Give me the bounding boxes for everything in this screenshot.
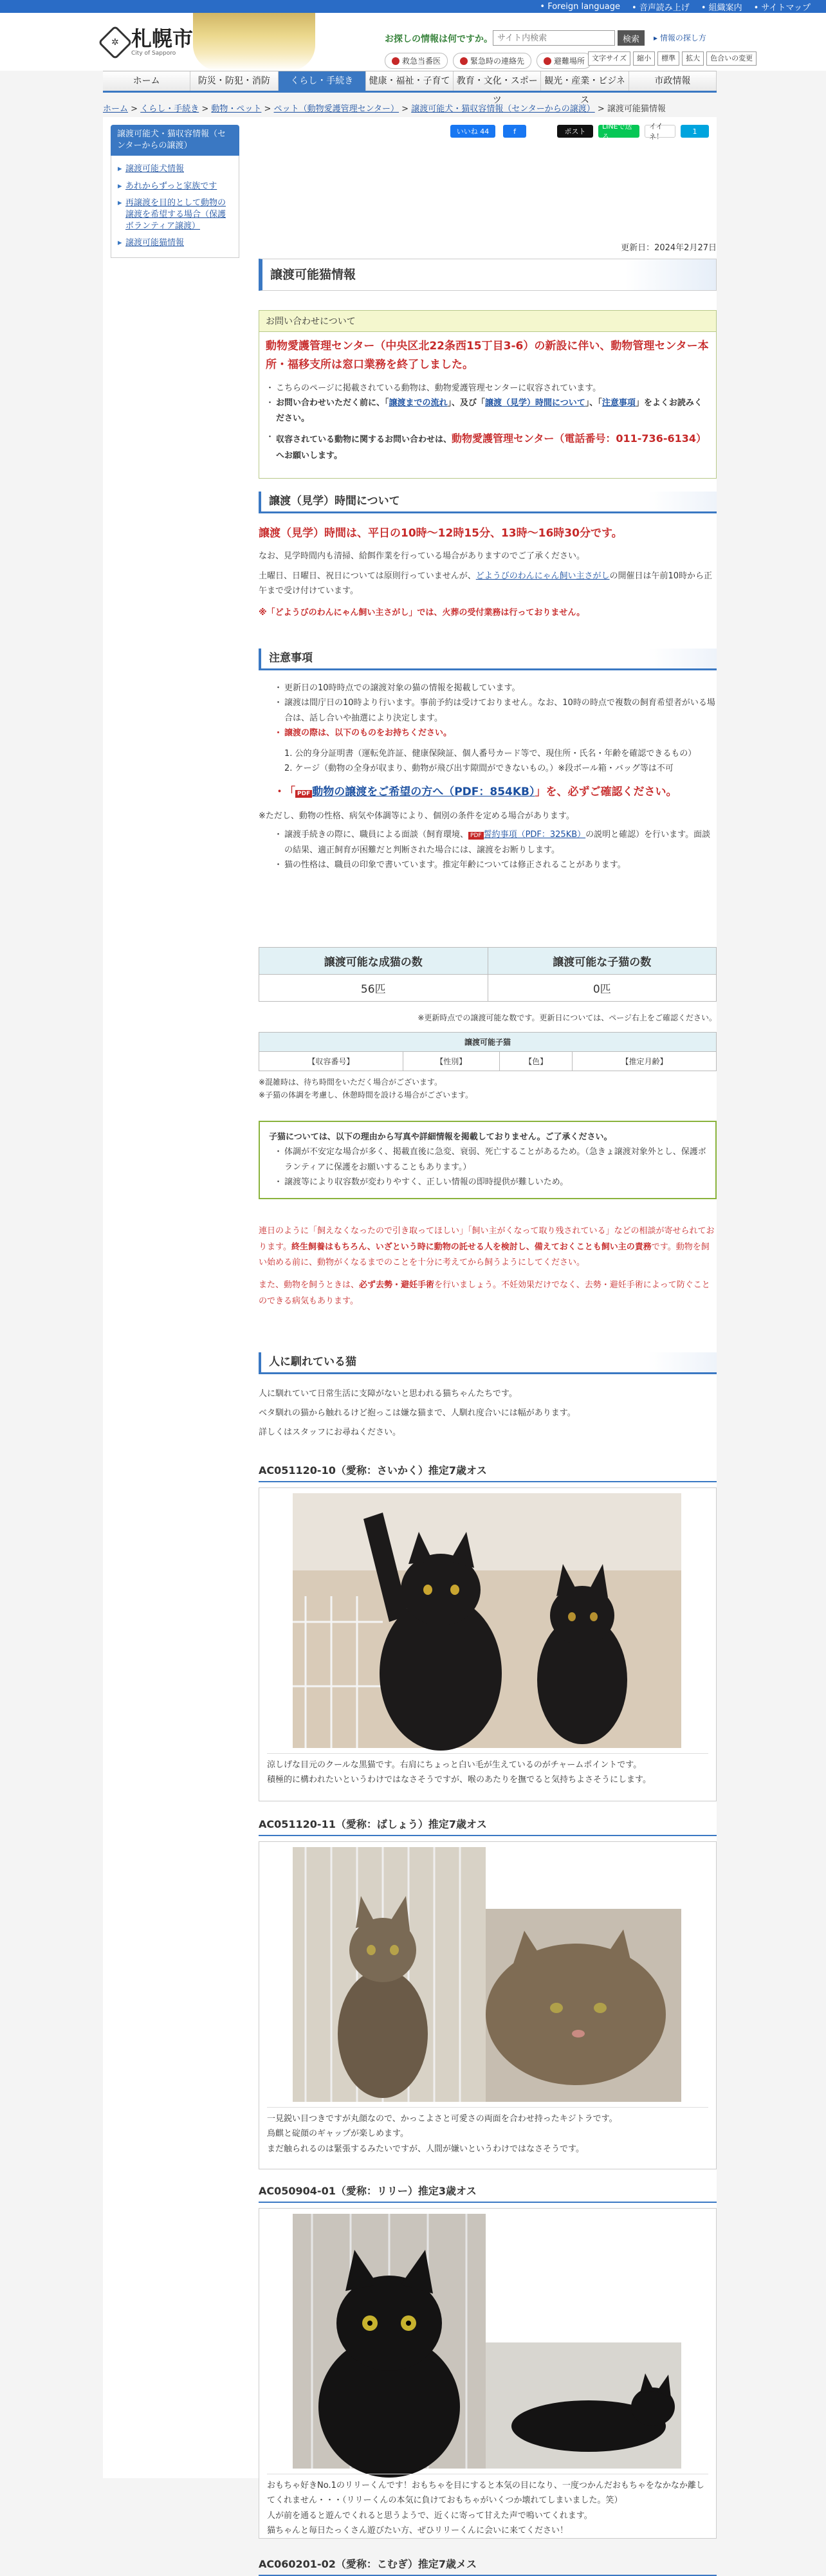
sidebar-item-volunteer[interactable]: ▸ 再譲渡を目的として動物の譲渡を希望する場合（保護ボランティア譲渡） (118, 195, 232, 235)
breadcrumb: ホーム > くらし・手続き > 動物・ペット > ペット（動物愛護管理センター） > 譲渡可能犬・猫収容情報（センターからの譲渡） > 譲渡可能猫情報 (103, 104, 666, 114)
site-header (0, 13, 826, 71)
notes-o1: 1. 公的身分証明書（運転免許証、健康保険証、個人番号カード等で、現住所・氏名・年齢を確認できるもの） (284, 748, 697, 759)
phone-icon (460, 57, 468, 65)
city-emblem-icon: ✲ (98, 25, 133, 60)
cat-3-title: AC050904-01（愛称：リリー）推定3歳オス (259, 2182, 717, 2203)
friendly-intro: 人に馴れていて日常生活に支障がないと思われる猫ちゃんたちです。 ベタ馴れの猫から触れるけど抱っこは嫌な猫まで、人馴れ度合いには幅があります。 詳しくはスタッフにお尋ねください。 (259, 1389, 576, 1437)
global-nav (103, 71, 717, 106)
bookmark-count[interactable]: 1 (681, 125, 709, 138)
crumb-pets[interactable]: 動物・ペット (211, 104, 262, 114)
font-size-label: 文字サイズ (588, 51, 630, 66)
nav-disaster[interactable]: 防災・防犯・消防 (190, 71, 278, 91)
sidebar-title[interactable]: 譲渡可能犬・猫収容情報（センターからの譲渡） (111, 125, 239, 156)
time-lead: 譲渡（見学）時間は、平日の10時～12時15分、13時～16時30分です。 (259, 527, 623, 540)
pledge-pdf-link[interactable]: 誓約事項（PDF：325KB） (483, 830, 586, 840)
kitten-table (259, 1032, 717, 1071)
content-area (103, 117, 717, 2570)
utility-bar (0, 0, 826, 13)
logo-sub: City of Sapporo (131, 50, 176, 57)
kitten-count-header: 譲渡可能な子猫の数 (488, 948, 717, 975)
kitten-info-box (259, 1121, 717, 1199)
time-p1: なお、見学時間内も清掃、給餌作業を行っている場合がありますのでご了承ください。 (259, 551, 585, 561)
nav-education[interactable]: 教育・文化・スポーツ (454, 71, 541, 91)
voice-reader-link[interactable]: • 音声読み上げ (632, 3, 690, 13)
crumb-home[interactable]: ホーム (103, 104, 129, 114)
cat-1-card (259, 1487, 717, 1801)
kitten-col-number: 【収容番号】 (259, 1052, 403, 1071)
facebook-share-icon[interactable]: f (503, 125, 526, 138)
kitten-count-value: 0匹 (488, 975, 717, 1002)
kitten-notes: ※混雑時は、待ち時間をいただく場合がございます。 ※子猫の体調を考慮し、休憩時間を設ける場合がございます。 (259, 1078, 473, 1100)
site-logo[interactable] (103, 28, 193, 57)
nav-living[interactable]: くらし・手続き (279, 71, 366, 91)
color-change-button[interactable]: 色合いの変更 (706, 51, 757, 66)
foreign-language-link[interactable]: • Foreign language (540, 1, 620, 12)
nav-health[interactable]: 健康・福祉・子育て (366, 71, 454, 91)
nav-city[interactable]: 市政情報 (629, 71, 717, 91)
font-shrink-button[interactable]: 縮小 (633, 51, 655, 66)
cat-2-title: AC051120-11（愛称：ばしょう）推定7歳オス (259, 1816, 717, 1836)
flow-link[interactable]: 譲渡までの流れ (389, 398, 448, 409)
cat-3-card (259, 2208, 717, 2539)
organization-link[interactable]: • 組織案内 (701, 3, 742, 13)
warning-text: 連日のように「飼えなくなったので引き取ってほしい」「飼い主がくなって取り残されている」などの相談が寄せられております。終生飼養はもちろん、いざという時に動物の託せる人を検討し、備えておくことも飼い主の責務です。動物を飼い始める前に、動物がくなるまでのことを十分に考えてから飼うようにしてください。 また、動物を飼うときは、必ず去勢・避妊手術を行いましょう。不妊効果だけでなく、去勢・避妊手術によって防ぐことのできる病気もあります。 (259, 1226, 715, 1306)
evacuation-button[interactable]: 避難場所 (537, 53, 592, 69)
medical-icon (392, 57, 399, 65)
line-share-button[interactable]: LINEで送る (598, 125, 639, 138)
adult-count-header: 譲渡可能な成猫の数 (259, 948, 488, 975)
emergency-contact-button[interactable]: 緊急時の連絡先 (453, 53, 531, 69)
contact-box (259, 310, 717, 479)
crumb-living[interactable]: くらし・手続き (140, 104, 199, 114)
search-input[interactable] (493, 30, 615, 46)
notes-b2: ・ 譲渡は間庁日の10時より行います。事前予約は受けておりません。なお、10時の時点で複数の飼育希望者がいる場合は、話し合いや抽選により決定します。 (274, 695, 717, 726)
time-link[interactable]: 譲渡（見学）時間について (485, 398, 585, 409)
updated-date: 更新日：2024年2月27日 (621, 243, 717, 253)
notes-b1: ・ 更新日の10時時点での譲渡対象の猫の情報を掲載しています。 (274, 681, 717, 695)
quick-links (385, 53, 592, 69)
sidebar (111, 125, 239, 258)
cat-3-caption: おもちゃ好きNo.1のリリーくんです！おもちゃを目にすると本気の目になり、一度つかんだおもちゃをなかなか離してくれません・・・（リリーくんの本気に負けておもちゃがいくつか壊れてしまいました。笑） 人が前を通ると遊んでくれると思うようで、近くに寄って甘えた声で鳴いてくれます。 猫ちゃんと毎日たっくさん遊びたい方、ぜひリリーくんに会いに来てください！ (267, 2474, 708, 2539)
sidebar-item-family[interactable]: ▸ あれからずっと家族です (118, 178, 232, 195)
kitten-col-sex: 【性別】 (403, 1052, 499, 1071)
facebook-like-button[interactable]: いいね 44 (450, 125, 495, 138)
box-b2: ・ 譲渡等により収容数が変わりやすく、正しい情報の即時提供が難しいため。 (274, 1175, 706, 1190)
sidebar-item-cats[interactable]: ▸ 譲渡可能猫情報 (118, 235, 232, 252)
contact-head: お問い合わせについて (259, 311, 716, 332)
nav-home[interactable]: ホーム (103, 71, 190, 91)
contact-bullet-2: ・ お問い合わせいただく前に、「譲渡までの流れ」、及び「譲渡（見学）時間について」、「注意事項」をよくお読みください。 (266, 396, 710, 426)
crumb-center[interactable]: ペット（動物愛護管理センター） (273, 104, 399, 114)
search-label: お探しの情報は何ですか。 (385, 34, 493, 44)
font-standard-button[interactable]: 標準 (657, 51, 679, 66)
time-heading: 譲渡（見学）時間について (259, 492, 717, 513)
saturday-link[interactable]: どようびのわんにゃん飼い主さがし (475, 571, 610, 581)
pdf-icon: PDF (295, 790, 312, 798)
contact-lead: 動物愛護管理センター（中央区北22条西15丁目3-6）の新設に伴い、動物管理センター本所・福移支所は窓口業務を終了しました。 (266, 340, 709, 371)
cat-3-photo (293, 2214, 681, 2469)
time-p2: 土曜日、日曜日、祝日については原則行っていませんが、どようびのわんにゃん飼い主さがしの開催日は午前10時から正午まで受け付けています。 (259, 571, 713, 596)
x-post-button[interactable]: ポスト (557, 125, 593, 138)
cat-1-photo (293, 1493, 681, 1748)
cat-2-caption: 一見鋭い目つきですが丸顔なので、かっこよさと可愛さの両面を合わせ持ったキジトラです。 鳥麒と碇顔のギャップが楽しめます。 まだ触られるのは緊張するみたいですが、人間が嫌いというわけではなさそうです。 (267, 2107, 708, 2157)
share-bar (259, 122, 717, 141)
font-enlarge-button[interactable]: 拡大 (682, 51, 704, 66)
accessibility-tools (588, 51, 757, 66)
count-table (259, 947, 717, 1002)
time-p3: ※「どようびのわんにゃん飼い主さがし」では、火葬の受付業務は行っておりません。 (259, 607, 585, 618)
logo-name: 札幌市 (131, 26, 194, 51)
notes-b3: ・ 譲渡の際は、以下のものをお持ちください。 (274, 726, 717, 741)
box-title: 子猫については、以下の理由から写真や詳細情報を掲載しておりません。ご了承ください。 (269, 1132, 612, 1142)
pdf-icon-2: PDF (468, 832, 484, 840)
notes-heading: 注意事項 (259, 649, 717, 670)
evacuation-icon (544, 57, 551, 65)
notes-c1: ・ 譲渡手続きの際に、職員による面談（飼育環境、 PDF 誓約事項（PDF：325KB）の説明と確認）を行います。面談の結果、適正飼育が困難だと判断された場合には、譲渡をお断りします。 (274, 827, 717, 858)
header-decoration-image (193, 13, 315, 71)
box-b1: ・ 体調が不安定な場合が多く、掲載直後に急変、衰弱、死亡することがあるため。（急きょ譲渡対象外とし、保護ボランティアに保護をお願いすることもあります。） (274, 1145, 706, 1175)
notes-p1: ※ただし、動物の性格、病気や体調等により、個別の条件を定める場合があります。 (259, 811, 574, 821)
emergency-doctor-button[interactable]: 救急当番医 (385, 53, 448, 69)
cat-1-title: AC051120-10（愛称：さいかく）推定7歳オス (259, 1462, 717, 1482)
sidebar-item-dogs[interactable]: ▸ 譲渡可能犬情報 (118, 161, 232, 178)
adoption-pdf-link[interactable]: 動物の譲渡をご希望の方へ（PDF：854KB） (312, 786, 535, 799)
hatena-button[interactable]: イイネ！ (645, 125, 675, 138)
contact-bullet-1: ・ こちらのページに掲載されている動物は、動物愛護管理センターに収容されています。 (266, 381, 710, 396)
time-section (259, 524, 717, 620)
kitten-col-age: 【推定月齢】 (573, 1052, 717, 1071)
nav-tourism[interactable]: 観光・産業・ビジネス (541, 71, 629, 91)
contact-bullet-3: ・ 収容されている動物に関するお問い合わせは、動物愛護管理センター（電話番号：011-736-6134）へお願いします。 (266, 430, 710, 463)
crumb-adoption[interactable]: 譲渡可能犬・猫収容情報（センターからの譲渡） (411, 104, 595, 114)
notes-link[interactable]: 注意事項 (601, 398, 636, 409)
kitten-col-color: 【色】 (499, 1052, 572, 1071)
notes-c2: ・ 猫の性格は、職員の印象で書いています。推定年齢については修正されることがあります。 (274, 858, 717, 872)
sidebar-list (111, 156, 239, 257)
notes-section (259, 681, 717, 873)
kitten-table-title: 譲渡可能子猫 (259, 1033, 717, 1052)
count-note: ※更新時点での譲渡可能な数です。更新日については、ページ右上をご確認ください。 (418, 1013, 717, 1022)
cat-4-title: AC060201-02（愛称：こむぎ）推定7歳メス (259, 2555, 717, 2576)
notes-b4: ・ 「 PDF 動物の譲渡をご希望の方へ（PDF：854KB）」を、必ずご確認ください。 (274, 782, 717, 802)
cat-2-card (259, 1841, 717, 2169)
search-button[interactable]: 検索 (618, 30, 645, 46)
cat-1-caption: 涼しげな目元のクールな黒猫です。右肩にちょっと白い毛が生えているのがチャームポイントです。 積極的に構われたいというわけではなさそうですが、喉のあたりを撫でると気持ちよさそうにします。 (267, 1753, 708, 1788)
page-title: 譲渡可能猫情報 (259, 259, 717, 291)
cat-2-photo (293, 1847, 681, 2102)
search-help-link[interactable]: ▸ 情報の探し方 (654, 33, 706, 42)
notes-o2: 2. ケージ（動物の全身が収まり、動物が飛び出す隙間ができないもの。）※段ボール箱・バッグ等は不可 (284, 763, 674, 773)
sitemap-link[interactable]: • サイトマップ (753, 3, 811, 13)
friendly-heading: 人に馴れている猫 (259, 1352, 717, 1374)
adult-count-value: 56匹 (259, 975, 488, 1002)
crumb-current: 譲渡可能猫情報 (607, 104, 666, 114)
